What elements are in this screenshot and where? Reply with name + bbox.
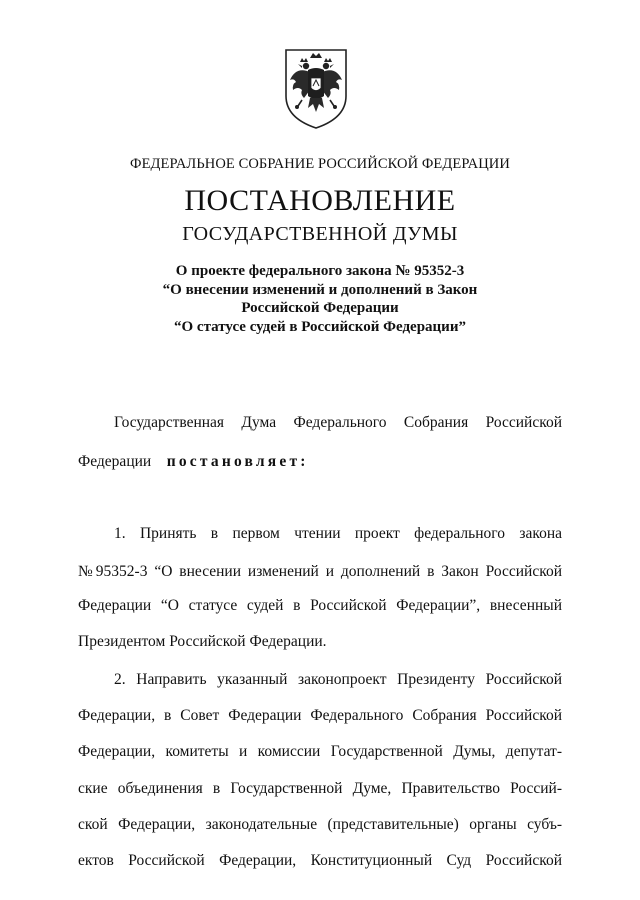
intro-line: Государственная Дума Федерального Собрания Российской — [114, 414, 562, 431]
heading-line: О проекте федерального закона № 95352-3 — [175, 263, 465, 279]
heading-line: “О внесении изменений и дополнений в Закон — [162, 281, 478, 298]
heading-line: Российской Федерации — [241, 300, 399, 316]
double-headed-eagle-emblem-icon — [280, 46, 352, 130]
item2-line: 2. Направить указанный законопроект Президенту Российской — [114, 671, 562, 688]
item2-line: ской Федерации, законодательные (представительные) органы субъ- — [78, 816, 562, 833]
organization-name: ФЕДЕРАЛЬНОЕ СОБРАНИЕ РОССИЙСКОЙ ФЕДЕРАЦИИ — [130, 156, 510, 172]
document-subtitle: ГОСУДАРСТВЕННОЙ ДУМЫ — [182, 223, 458, 245]
document-title: ПОСТАНОВЛЕНИЕ — [184, 184, 456, 217]
intro-line — [78, 452, 562, 472]
item1-line: №95352-3 “О внесении изменений и дополнений в Закон Российской — [78, 563, 562, 580]
intro-prefix: Федерации — [78, 453, 152, 470]
resolves-verb: постановляет: — [166, 453, 309, 470]
item2-line: Федерации, в Совет Федерации Федерального Собрания Российской — [78, 707, 562, 724]
item1-line: 1. Принять в первом чтении проект федерального закона — [114, 525, 562, 542]
item2-line: ектов Российской Федерации, Конституционный Суд Российской — [78, 852, 562, 869]
heading-line: “О статусе судей в Российской Федерации” — [174, 318, 466, 335]
item2-line: ские объединения в Государственной Думе, Правительство Россий- — [78, 780, 562, 797]
resolution-heading — [0, 262, 640, 336]
item1-line: Президентом Российской Федерации. — [78, 633, 327, 650]
item1-line: Федерации “О статусе судей в Российской Федерации”, внесенный — [78, 597, 562, 614]
item2-line: Федерации, комитеты и комиссии Государственной Думы, депутат- — [78, 743, 562, 760]
